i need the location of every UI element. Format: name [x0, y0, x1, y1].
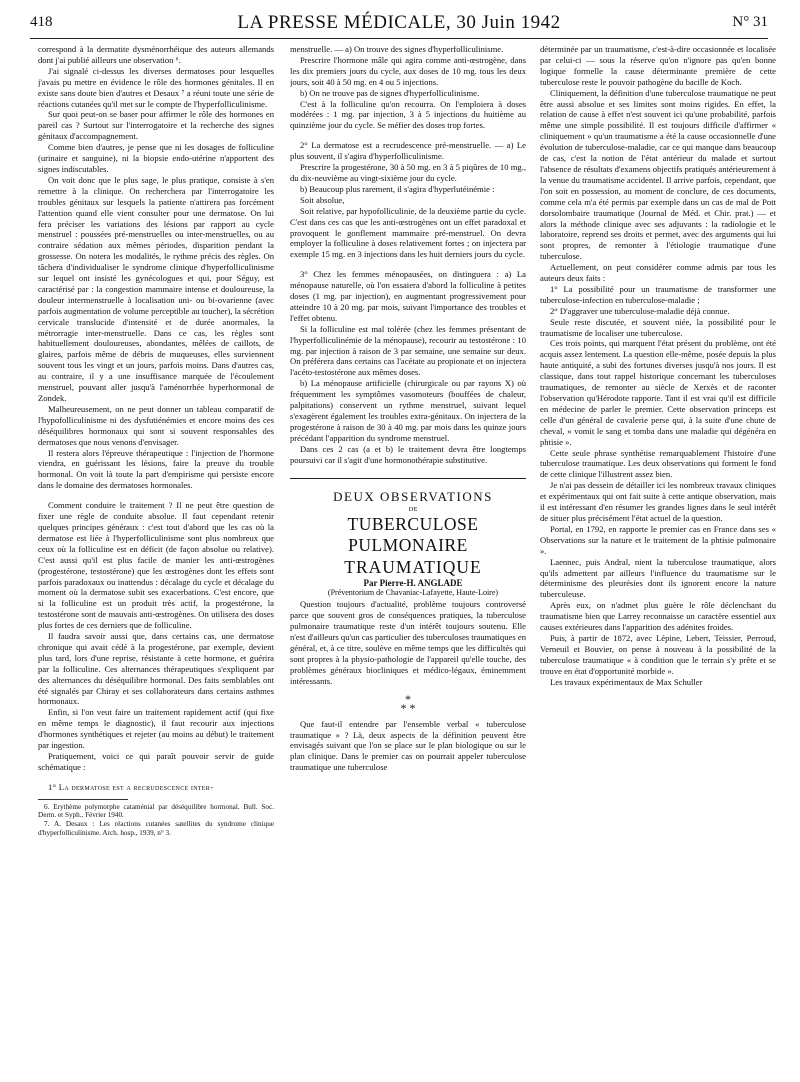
paragraph: b) Beaucoup plus rarement, il s'agira d'hyperlutéinémie :: [300, 183, 495, 194]
paragraph: Pratiquement, voici ce qui paraît pouvoir servir de guide schématique :: [38, 751, 274, 772]
column-middle: [290, 44, 526, 1074]
paragraph: Les travaux expérimentaux de Max Schuller: [550, 676, 703, 687]
paragraph: Actuellement, on peut considérer comme admis par tous les auteurs deux faits :: [540, 262, 776, 284]
article-title-line1: DEUX OBSERVATIONS: [333, 488, 493, 504]
footnote-rule: [38, 799, 128, 800]
issue-number: N° 31: [732, 14, 768, 30]
paragraph: Si la folliculine est mal tolérée (chez les femmes présentant de l'hyperfolliculinémie de la ménopause), recourir au testostérone : 10 mg. par injection à raison de 3 par semaine, une semaine sur deux. On préférera dans certains cas l'acétate au propionate et on injectera l'acéto-testostérone aux mêmes doses.: [290, 323, 526, 378]
paragraph: 1° La possibilité pour un traumatisme de transformer une tuberculose-infection en tuberculose-maladie ;: [540, 283, 776, 305]
paragraph: Laennec, puis Andral, nient la tuberculose traumatique, alors qu'ils admettent par ailleurs l'influence du traumatisme sur le déterminisme des pleurésies dont ils ignorent encore la nature tuberculeuse.: [540, 556, 776, 600]
paragraph: Que faut-il entendre par l'ensemble verbal « tuberculose traumatique » ? Là, deux aspects de la définition peuvent être envisagés suivant que l'on se place sur le plan biologique ou sur le plan clinique. Dans le premier cas on pourrait appeler tuberculose traumatique une tuberculose: [290, 718, 526, 773]
paragraph: Cliniquement, la définition d'une tuberculose traumatique ne peut être aussi absolue et ses limites sont moins rigides. En effet, la relation de cause à effet n'est souvent ici qu'une probabilité, parfois même une simple possibilité. Il est toujours difficile d'affirmer « cliniquement » qu'un traumatisme a été la cause occasionnelle d'une évolution de tuberculose-maladie, car ce qui manque dans beaucoup de cas, c'est la notion de l'état antérieur du malade et surtout l'absence de résultats d'examens objectifs pratiqués antérieurement à la venue du traumatisme accidentel. Il arrive parfois, cependant, que l'on soit en possession, au moment de conclure, de ces documents, comme cela m'a été permis par exemple dans un cas de mal de Pott dorsolombaire traumatique (Journal de Méd. et Chir. prat.) — et alors la méthode clinique avec ses adjuvants : la radiologie et le laboratoire, reprend ses droits et permet, avec des arguments qui lui sont propres, de remonter à l'étiologie traumatique d'une tuberculose.: [540, 87, 776, 262]
paragraph: J'ai signalé ci-dessus les diverses dermatoses pour lesquelles j'avais pu mettre en évidence le rôle des hormones génitales. Il en existe sans doute bien d'autres et Desaux ⁷ a réuni toute une série de réactions cutanées qu'il met sur le compte de l'hyperfolliculinisme.: [38, 65, 274, 109]
section-separator-stars: * * *: [400, 691, 416, 715]
page-number: 418: [30, 14, 53, 30]
paragraph: Seule reste discutée, et souvent niée, la possibilité pour le traumatisme de localiser une tuberculose.: [540, 316, 776, 338]
paragraph: C'est à la folliculine qu'on recourra. On l'emploiera à doses modérées : 1 mg. par injection, 3 à 5 injections du huitième au quinzième jour du cycle. Se méfier des doses trop fortes.: [290, 98, 526, 131]
paragraph: Soit absolue,: [300, 194, 345, 205]
paragraph: Dans ces 2 cas (a et b) le traitement devra être longtemps poursuivi car il s'agit d'une hormonothérapie substitutive.: [290, 443, 526, 465]
paragraph: Après eux, on n'admet plus guère le rôle déclenchant du traumatisme bien que Larrey reconnaisse un caractère essentiel aux causes extérieures dans l'apparition des adénites froides.: [540, 600, 776, 633]
article-byline: Par Pierre-H. ANGLADE: [363, 577, 463, 588]
paragraph: b) On ne trouve pas de signes d'hyperfolliculinisme.: [300, 87, 480, 98]
paragraph: menstruelle. — a) On trouve des signes d'hyperfolliculinisme.: [290, 44, 504, 54]
column-left: [38, 44, 274, 1074]
header-rule: [30, 38, 768, 39]
footnote: 7. A. Desaux : Les réactions cutanées satellites du syndrome clinique d'hyperfolliculinisme. Arch. hosp., 1939, n° 3.: [38, 819, 274, 837]
paragraph: Puis, à partir de 1872, avec Lépine, Lebert, Teissier, Perroud, Verneuil et Bouvier, on pense à nouveau à la possibilité de la tuberculose traumatique « à condition que le terrain s'y prête et se trouve en état d'opportunité morbide ».: [540, 632, 776, 676]
paragraph: Il faudra savoir aussi que, dans certains cas, une dermatose chronique qui avait cédé à la progestérone, par exemple, devient plus tard, lors d'une reprise, résistante à cette hormone, et guérira par la folliculine. Ces alternances thérapeutiques s'expliquent par des alternances du déséquilibre hormonal. Des faits semblables ont été signalés par Chiray et ses collaborateurs dans certains asthmes hormonaux.: [38, 631, 274, 707]
article-title-line4: TRAUMATIQUE: [344, 556, 482, 577]
paragraph: Il restera alors l'épreuve thérapeutique : l'injection de l'hormone viendra, en guérissant les lésions, faire la preuve du trouble hormonal. On voit là toute la part d'empirisme qui persiste encore dans le domaine des dermatoses hormonales.: [38, 447, 274, 491]
paragraph: Comment conduire le traitement ? Il ne peut être question de fixer une règle de conduite absolue. Il faut cependant retenir quelques principes généraux : c'est tout d'abord que les cas où la dermatose est liée à l'hyperfolliculinisme sont plus nombreux que ceux où la folliculine est en déficit (de façon absolue ou relative). C'est aussi qu'il est plus facile de manier les anti-œstrogènes (progestérone, testostérone) que les œstrogènes dont les effets sont parfois paradoxaux ou inattendus : décalage du cycle et décalage du moment où la dermatose subit ses exacerbations. C'est encore, que si la folliculine est un produit très actif, la progestérone, la testostérone sont de mauvais anti-œstrogènes. On utilisera des doses plus fortes de ces derniers que de folliculine.: [38, 500, 274, 631]
paragraph: Soit relative, par hypofolliculinie, de la deuxième partie du cycle. C'est dans ces cas que les anti-œstrogènes ont un effet paradoxal et provoquent le gonflement mammaire pré-menstruel. On devra employer la folliculine à doses relativement fortes ; on injectera par exemple 15 mg. en 3 injections dans les huit derniers jours du cycle.: [290, 205, 526, 260]
paragraph: On voit donc que le plus sage, le plus pratique, consiste à s'en remettre à la clinique. On recherchera par l'interrogatoire les troubles génitaux sur lesquels la patiente n'attirera pas forcément l'attention quand elle vient consulter pour une dermatose. On lui fera préciser les variations des lésions par rapport au cycle menstruel : poussées pré-menstruelles ou inter-menstruelles, ou au contraire sédation aux mêmes périodes, disparition pendant la grossesse. On notera les modalités, le rythme précis des règles. On tâchera d'individualiser le syndrome clinique d'hyperfolliculinisme sur lequel ont insisté les gynécologues et qui, pour Séguy, est caractérisé par : la congestion mammaire intense et douloureuse, la douleur intermenstruelle à localisation uni- ou bi-ovarienne (avec parfois augmentation de volume perceptible au toucher), la sécrétion cervicale translucide d'intensité et de durée anormales, la métrorragie inter-menstruelle. Dans ce cas, les règles sont habituellement douloureuses, abondantes, mêlées de caillots, de glaires, parfois même de débris de muqueuses, elles surviennent souvent tous les vingt et un jours, parfois moins. Dans d'autres cas, au contraire, il y a une insuffisance marquée de l'écoulement menstruel, pouvant aller jusqu'à l'aménorrhée hyperhormonal de Zondek.: [38, 174, 274, 403]
paragraph: b) La ménopause artificielle (chirurgicale ou par rayons X) où fréquemment les symptômes vasomoteurs (bouffées de chaleur, palpitations) conservent un rythme menstruel, suivant lequel s'exagèrent également les troubles extra-génitaux. On injectera de la progestérone à raison de 30 à 40 mg. par mois dans les quinze jours précédant l'apparition du syndrome menstruel.: [290, 378, 526, 443]
paragraph: Ces trois points, qui marquent l'état présent du problème, ont été acquis assez lentement. La question elle-même, posée depuis la plus haute antiquité, a subi des fortunes diverses jusqu'à nos jours. Il est classique, dans tout rappel historique concernant les tuberculoses traumatiques, de remonter au siècle de Xerxès et de raconter l'observation qu'Hérodote rapporte. Tant il est vrai qu'il est difficile en médecine de parler le premier. Cette observation princeps est celle d'un général de cavalerie perse qui, à la suite d'une chute de cheval, « vomit le sang et tomba dans une maladie qui dégénéra en phtisie ».: [540, 338, 776, 447]
paragraph: Enfin, si l'on veut faire un traitement rapidement actif (qui fixe en même temps le diagnostic), il faut recourir aux injections d'hormones synthétiques et rejeter (au moins au début) le traitement par ingestion.: [38, 707, 274, 751]
article-title-line3: TUBERCULOSE PULMONAIRE: [347, 513, 479, 555]
paragraph: correspond à la dermatite dysménorrhéique des auteurs allemands dont j'ai publié ailleurs une observation ⁶.: [38, 44, 274, 65]
paragraph: Prescrire l'hormone mâle qui agira comme anti-œstrogène, dans les dix premiers jours du cycle, aux doses de 10 mg. tous les deux jours, soit 40 à 50 mg. en 4 ou 5 injections.: [290, 54, 526, 87]
journal-title: LA PRESSE MÉDICALE, 30 Juin 1942: [237, 12, 561, 33]
article-affiliation: (Préventorium de Chavaniac-Lafayette, Haute-Loire): [327, 588, 499, 598]
paragraph: Prescrire la progestérone, 30 à 50 mg. en 3 à 5 piqûres de 10 mg., du dix-neuvième au vingt-sixième jour du cycle.: [290, 162, 526, 183]
page-header: [30, 12, 768, 38]
section-heading: 2° La dermatose est a recrudescence pré-menstruelle. — a) Le plus souvent, il s'agira d'hyperfolliculinisme.: [290, 140, 526, 162]
section-heading: 1° La dermatose est a recrudescence inter-: [48, 781, 214, 792]
column-right: [540, 44, 776, 1074]
article-rule: [290, 478, 526, 479]
article-title-line2: DE: [408, 505, 418, 513]
paragraph: Malheureusement, on ne peut donner un tableau comparatif de l'hypofolliculinisme ni des dysfutiénémies et encore moins des ces déséquilibres hormonaux qui sont si souvent responsables des dermatoses que nous venons d'envisager.: [38, 403, 274, 447]
paragraph: Portal, en 1792, en rapporte le premier cas en France dans ses « Observations sur la nature et le traitement de la phtisie pulmonaire ».: [540, 523, 776, 556]
paragraph: Question toujours d'actualité, problème toujours controversé parce que souvent gros de conséquences pratiques, la tuberculose pulmonaire traumatique reste d'un intérêt toujours soutenu. Elle n'est d'ailleurs qu'un cas particulier des tuberculoses traumatiques en général, et, à ce titre, soulève en même temps que les difficultés qui sont propres à la physio-pathologie de l'appareil qu'elle touche, des problèmes généraux biocliniques et médico-légaux, éminemment intéressants.: [290, 599, 526, 686]
paragraph: Je n'ai pas dessein de détailler ici les nombreux travaux cliniques et expérimentaux qui ont fait suite à cette antique observation, mais il est intéressant d'en résumer les grandes lignes dans le seul intérêt de situer plus précisément l'état actuel de la question.: [540, 480, 776, 523]
paragraph: déterminée par un traumatisme, c'est-à-dire occasionnée et localisée par celui-ci — sous la réserve qu'on n'ignore pas qu'en bonne logique formelle la cause déterminante première de cette tuberculose reste le pouvoir pathogène du bacille de Koch.: [540, 44, 776, 87]
paragraph: Comme bien d'autres, je pense que ni les dosages de folliculine (urinaire et sanguine), ni la biopsie endo-utérine n'apportent des signes indiscutables.: [38, 142, 274, 174]
paragraph: 2° D'aggraver une tuberculose-maladie déjà connue.: [550, 305, 730, 316]
paragraph: Cette seule phrase synthétise remarquablement l'histoire d'une tuberculose traumatique. Les deux observations qui forment le fond de cette clinique l'illustrent assez bien.: [540, 447, 776, 480]
paragraph: 3° Chez les femmes ménopausées, on distinguera : a) La ménopause naturelle, où l'on essaiera d'abord la folliculine à petites doses (1 mg. par injection), en augmentant progressivement pour atteindre 10 à 20 mg. par mois, suivant l'importance des troubles et l'effet obtenu.: [290, 269, 526, 323]
paragraph: Sur quoi peut-on se baser pour affirmer le rôle des hormones en pareil cas ? Surtout sur l'interrogatoire et la recherche des signes génitaux d'accompagnement.: [38, 109, 274, 142]
footnote: 6. Erythème polymorphe cataménial par déséquilibre hormonal. Bull. Soc. Derm. et Syph., Février 1940.: [38, 802, 274, 820]
